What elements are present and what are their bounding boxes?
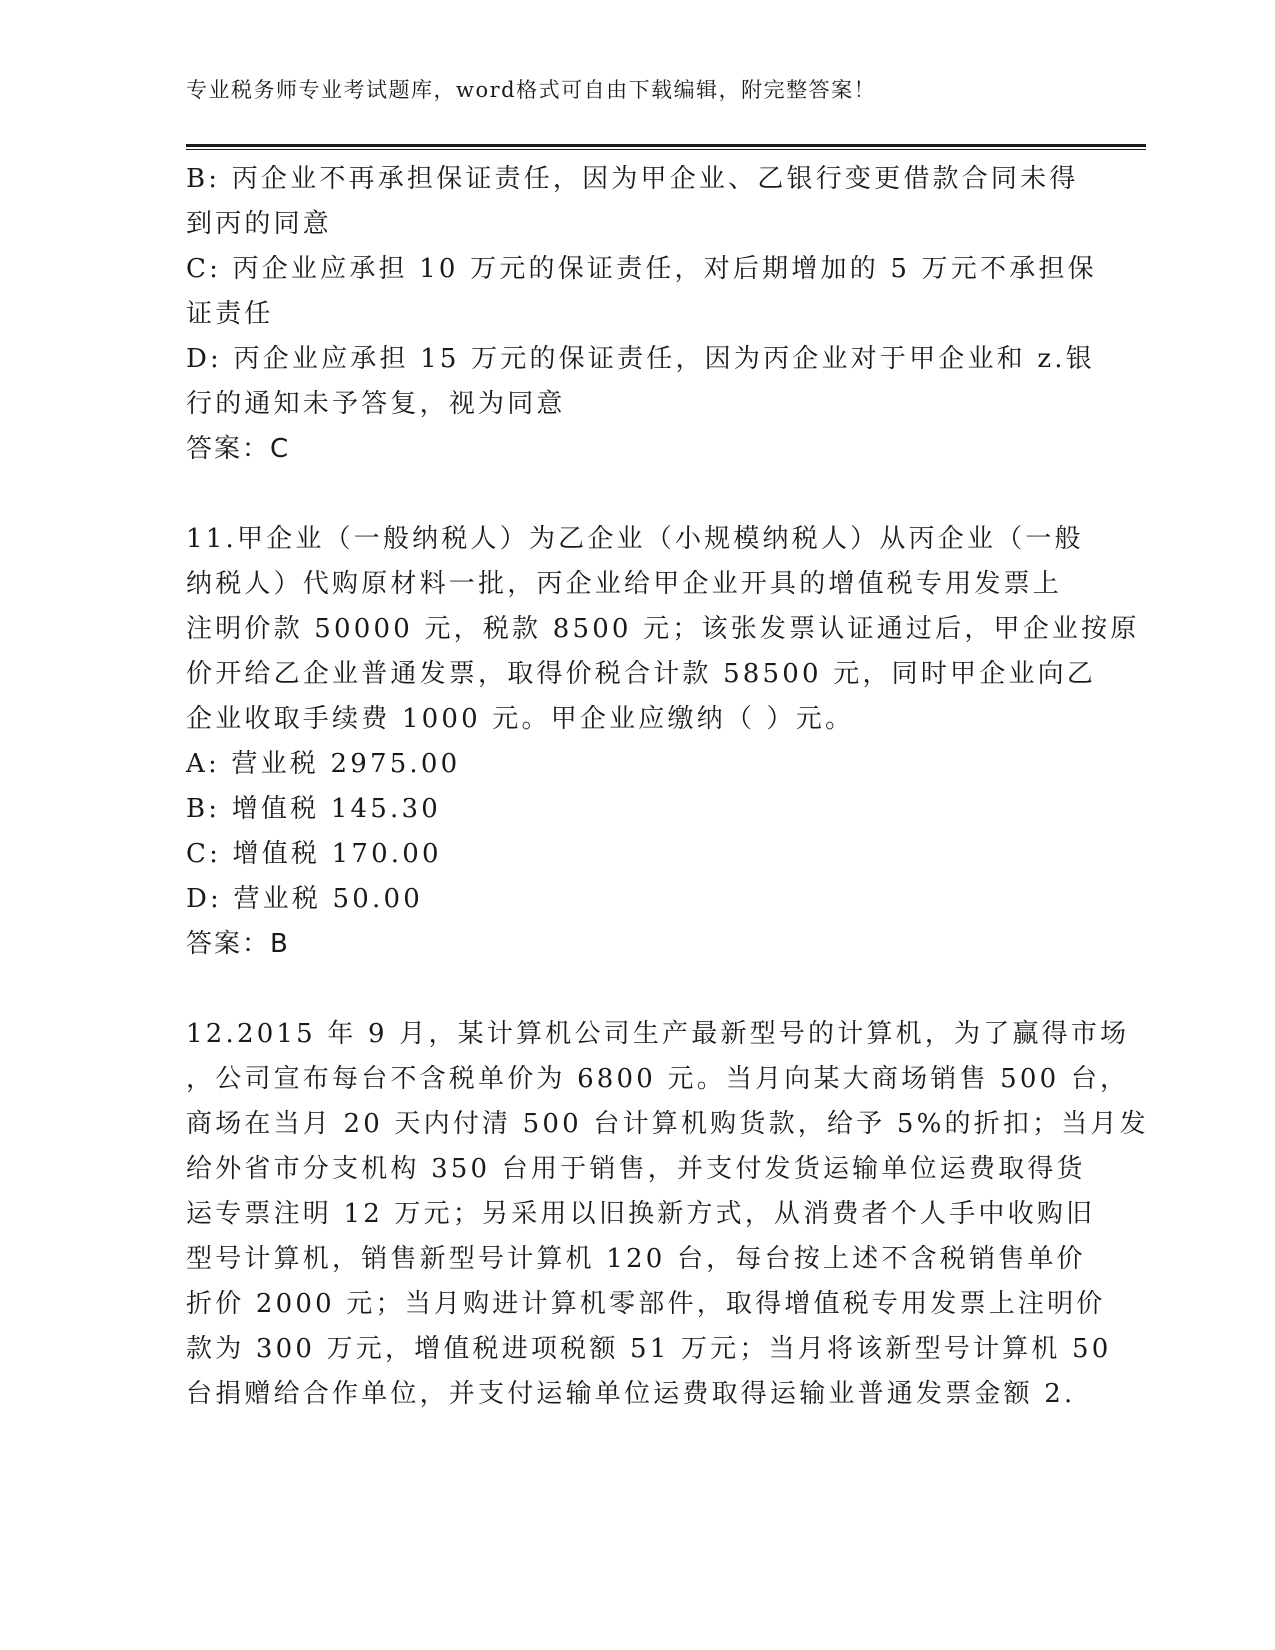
option-c-line-1: C: 丙企业应承担 10 万元的保证责任，对后期增加的 5 万元不承担保	[186, 254, 1097, 284]
question-11-stem-line: 11.甲企业（一般纳税人）为乙企业（小规模纳税人）从丙企业（一般	[186, 524, 1084, 554]
question-12	[186, 1012, 1149, 1417]
option-d: D: 营业税 50.00	[186, 884, 423, 914]
option-d-line-2: 行的通知未予答复，视为同意	[186, 389, 566, 419]
question-12-stem-line: 款为 300 万元，增值税进项税额 51 万元；当月将该新型号计算机 50	[186, 1334, 1112, 1364]
question-12-stem-line: 型号计算机，销售新型号计算机 120 台，每台按上述不含税销售单价	[186, 1244, 1086, 1274]
question-12-stem-line: 运专票注明 12 万元；另采用以旧换新方式，从消费者个人手中收购旧	[186, 1199, 1096, 1229]
question-12-stem-line: 台捐赠给合作单位，并支付运输单位运费取得运输业普通发票金额 2.	[186, 1379, 1076, 1409]
question-12-stem-line: 折价 2000 元；当月购进计算机零部件，取得增值税专用发票上注明价	[186, 1289, 1106, 1319]
question-11-stem-line: 注明价款 50000 元，税款 8500 元；该张发票认证通过后，甲企业按原	[186, 614, 1140, 644]
option-d-line-1: D: 丙企业应承担 15 万元的保证责任，因为丙企业对于甲企业和 z.银	[186, 344, 1095, 374]
document-body	[186, 157, 1149, 1417]
question-11-stem-line: 纳税人）代购原材料一批，丙企业给甲企业开具的增值税专用发票上	[186, 569, 1063, 599]
question-11-stem-line: 价开给乙企业普通发票，取得价税合计款 58500 元，同时甲企业向乙	[186, 659, 1097, 689]
option-c: C: 增值税 170.00	[186, 839, 442, 869]
answer-11: 答案：B	[186, 929, 290, 959]
option-b: B: 增值税 145.30	[186, 794, 441, 824]
question-12-stem-line: 商场在当月 20 天内付清 500 台计算机购货款，给予 5%的折扣；当月发	[186, 1109, 1149, 1139]
option-c-line-2: 证责任	[186, 299, 274, 329]
question-12-stem-line: 给外省市分支机构 350 台用于销售，并支付发货运输单位运费取得货	[186, 1154, 1086, 1184]
question-11	[186, 517, 1140, 967]
question-10-options	[186, 157, 1097, 472]
question-11-stem-line: 企业收取手续费 1000 元。甲企业应缴纳（ ）元。	[186, 704, 855, 734]
option-a: A: 营业税 2975.00	[186, 749, 461, 779]
header-rule-thin	[186, 149, 1146, 150]
option-b-line-1: B: 丙企业不再承担保证责任，因为甲企业、乙银行变更借款合同未得	[186, 164, 1079, 194]
option-b-line-2: 到丙的同意	[186, 209, 333, 239]
question-12-stem-line: 12.2015 年 9 月，某计算机公司生产最新型号的计算机，为了赢得市场	[186, 1019, 1130, 1049]
question-12-stem-line: ，公司宣布每台不含税单价为 6800 元。当月向某大商场销售 500 台，	[186, 1064, 1130, 1094]
header-rule	[186, 144, 1146, 147]
answer-10: 答案：C	[186, 434, 291, 464]
page-header: 专业税务师专业考试题库，word格式可自由下载编辑，附完整答案！	[186, 78, 877, 102]
